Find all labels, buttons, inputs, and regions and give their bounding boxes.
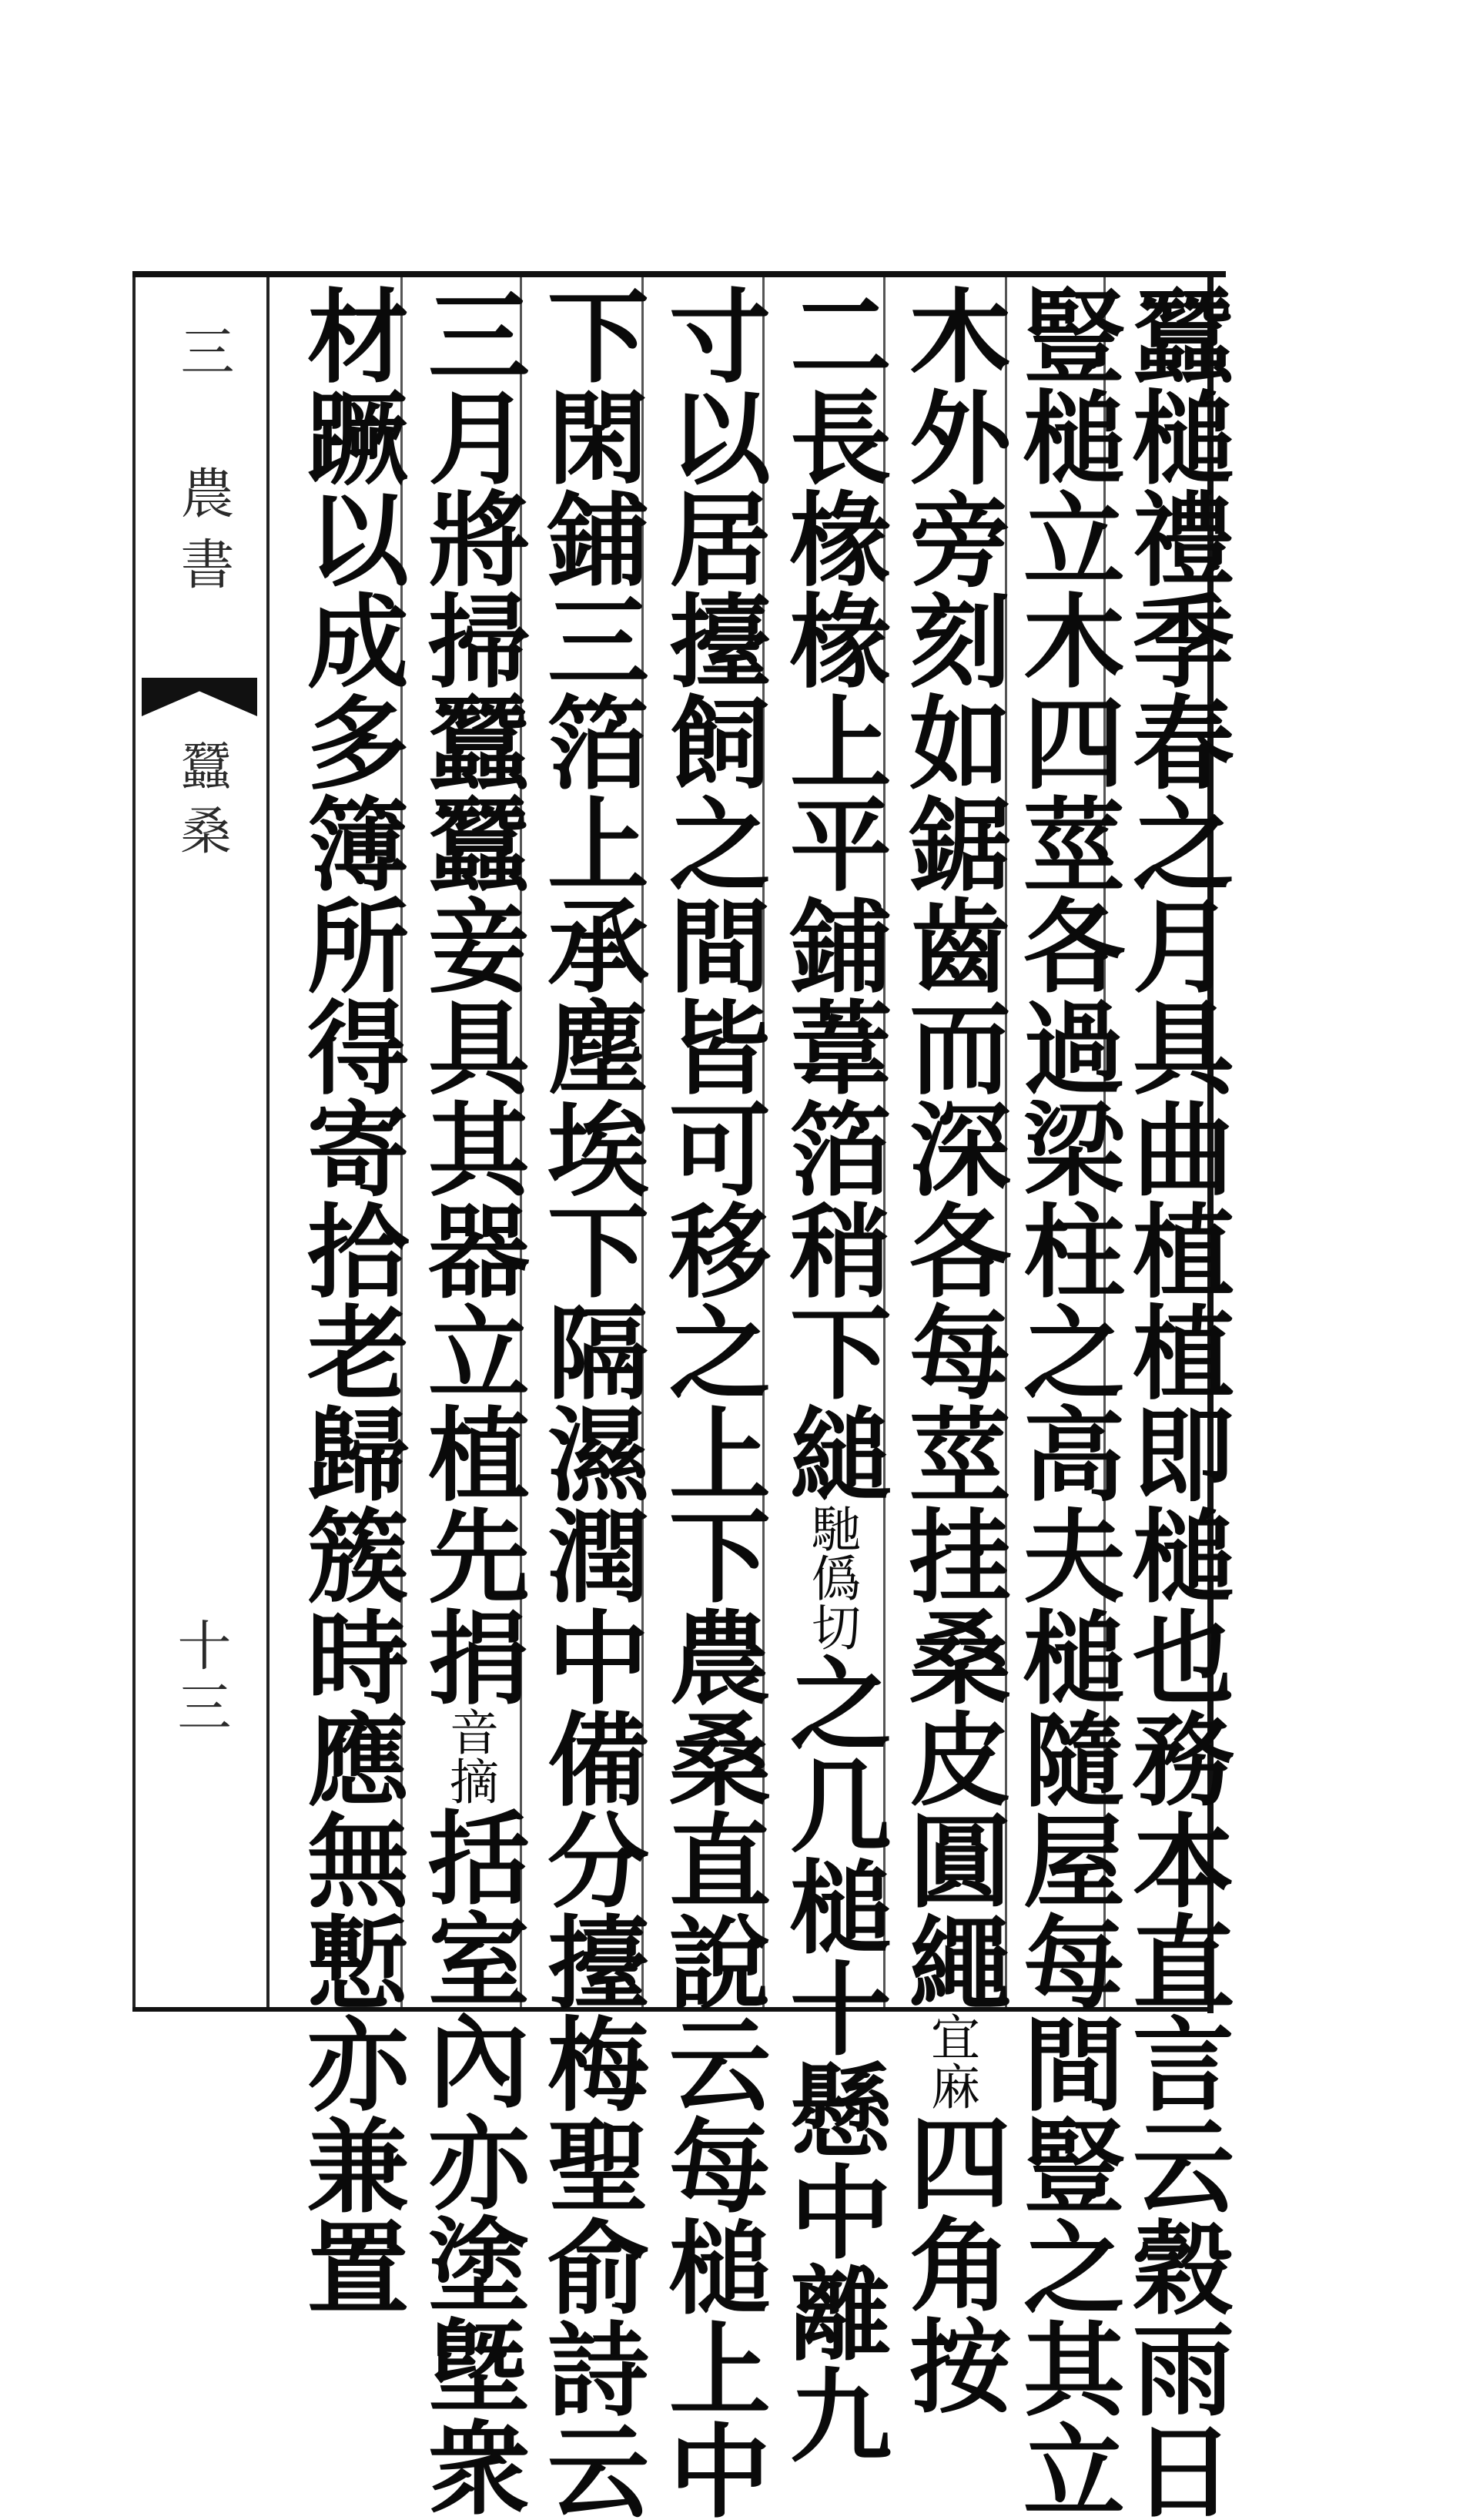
column-text: 豎槌立木四莖各過梁柱之高夫槌隨屋每間豎之其立 <box>1006 283 1125 2520</box>
gutter-section-title: 蠶桑 <box>172 739 231 869</box>
folio-number: 十三 <box>169 1617 232 1741</box>
column-text-tail: 之几槌十懸中離九 <box>772 1651 892 2465</box>
column-text: 寸以居擡飼之間皆可移之上下農桑直說云每槌上中 <box>651 283 771 2520</box>
text-column-6 <box>531 283 647 2520</box>
column-text: 木外旁刻如鋸齒而深各每莖挂桑皮圓繩 <box>892 283 1011 2012</box>
column-text: 材蹶以成多簿所得寄拾老歸簇時應無慙亦兼置 <box>290 283 409 2317</box>
text-column-5 <box>651 283 771 2520</box>
text-column-7 <box>410 283 530 2517</box>
gutter-border-right <box>266 277 270 2007</box>
text-column-2 <box>1007 283 1123 2520</box>
text-column-8 <box>291 283 407 2317</box>
interlinear-note: 音摘 <box>441 1707 498 1805</box>
text-column-4 <box>772 283 892 2465</box>
frame-top-border <box>132 271 1226 277</box>
column-text: 三月將掃蠶蠶妾具其器立植先捐 <box>410 283 530 1707</box>
interlinear-note: 宜麻 <box>922 2012 979 2110</box>
interlinear-note: 馳僞切 <box>803 1503 860 1651</box>
column-text: 蠶槌禮季春之月具曲植植即槌也務本直言云穀雨日 <box>1115 283 1234 2520</box>
column-text: 二長椽椽上平鋪葦箔稍下縋 <box>772 283 892 1503</box>
fish-tail-mark <box>142 678 257 716</box>
gutter-book-title: 三 農書 <box>172 323 235 607</box>
column-text-tail: 括室內亦塗墍衆 <box>410 1805 530 2517</box>
text-column-3 <box>893 283 1009 2415</box>
column-text-tail: 四角按 <box>892 2110 1011 2415</box>
text-column-1 <box>1116 283 1232 2520</box>
column-text: 下閑鋪三箔上承塵埃下隔濕潤中備分擡梅聖俞詩云 <box>530 283 649 2520</box>
gutter-border-left <box>132 277 136 2007</box>
